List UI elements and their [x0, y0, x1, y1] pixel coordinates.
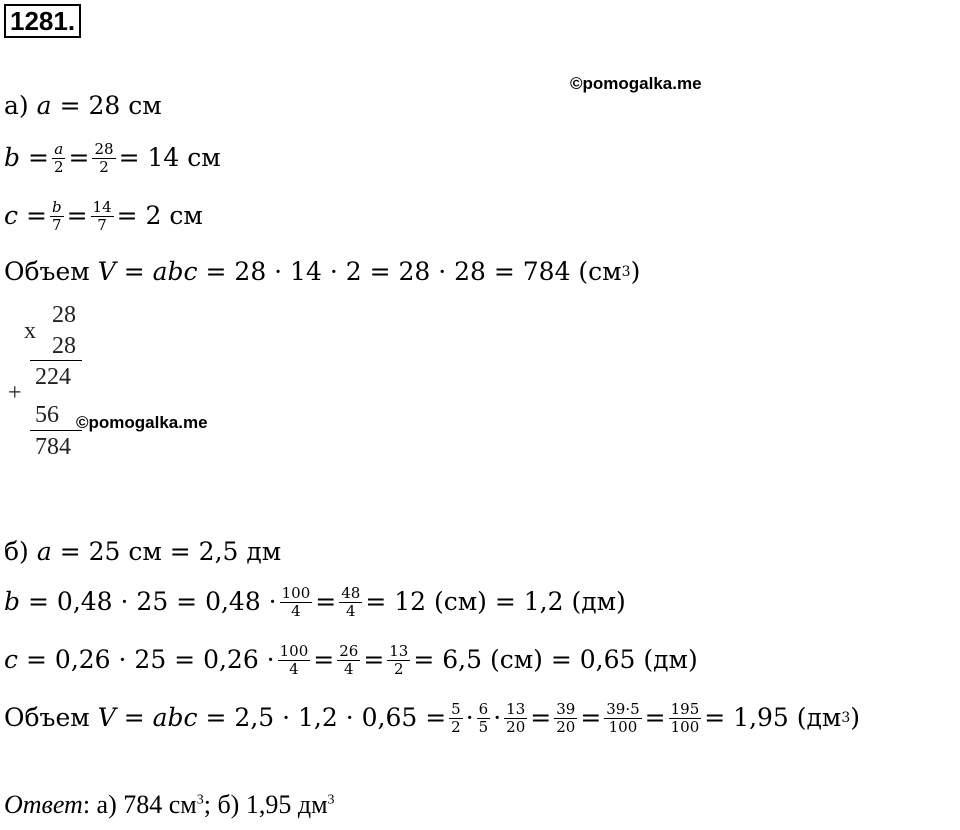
fraction: [387, 643, 410, 678]
denominator: 5: [478, 717, 489, 736]
result: = 1,95 (дм: [704, 703, 842, 732]
numerator: 39·5: [606, 699, 640, 718]
fraction: [449, 701, 463, 736]
part-b-line-1: [4, 534, 281, 570]
calc: = 0,26 · 25 = 0,26 ·: [26, 645, 275, 674]
equals: =: [28, 143, 49, 172]
result: = 2 см: [116, 201, 203, 230]
superscript: 3: [196, 792, 204, 808]
fraction: [278, 643, 311, 678]
numerator: 5: [451, 699, 461, 718]
mul-row-5: 784: [35, 434, 71, 460]
superscript: 3: [327, 792, 335, 808]
plus-sign: +: [8, 380, 22, 406]
numerator: 13: [389, 641, 409, 660]
numerator: 48: [341, 583, 361, 602]
watermark: ©pomogalka.me: [570, 74, 702, 93]
numerator: 14: [92, 197, 112, 216]
answer-label: Ответ: [4, 790, 83, 819]
volume-formula: V = abc: [97, 257, 198, 286]
fraction: [50, 199, 64, 234]
watermark-2: ©pomogalka.me: [76, 413, 208, 432]
value-a: = 28 см: [59, 91, 162, 120]
fraction: [91, 199, 114, 234]
numerator: 28: [94, 139, 114, 158]
denominator: 2: [394, 659, 404, 678]
denominator: 2: [99, 157, 109, 176]
part-a-label: а): [4, 91, 29, 120]
underline: [30, 430, 82, 431]
part-a-line-1: [4, 88, 162, 124]
part-b-line-2: [4, 584, 626, 620]
denominator: 20: [556, 717, 576, 736]
close-paren: ): [850, 703, 861, 732]
denominator: 100: [608, 717, 638, 736]
fraction: [337, 643, 360, 678]
calc: = 0,48 · 25 = 0,48 ·: [28, 587, 277, 616]
value-a: = 25 см = 2,5 дм: [59, 537, 282, 566]
denominator: 4: [343, 659, 354, 678]
result: = 12 (см) = 1,2 (дм): [365, 587, 626, 616]
var-b: b: [4, 587, 21, 616]
answer-b: ; б) 1,95 дм: [203, 790, 328, 819]
fraction: [92, 141, 115, 176]
part-b-label: б): [4, 537, 29, 566]
numerator: 39: [556, 699, 576, 718]
superscript: 3: [621, 264, 631, 280]
volume-label: Объем: [4, 703, 90, 732]
part-a-line-2: [4, 140, 221, 176]
underline: [30, 360, 82, 361]
numerator: b: [51, 197, 62, 216]
numerator: 195: [670, 699, 700, 718]
answer-a: : а) 784 см: [82, 790, 197, 819]
fraction: [280, 585, 313, 620]
superscript: 3: [841, 710, 851, 726]
denominator: 2: [53, 157, 64, 176]
volume-formula: V = abc: [97, 703, 198, 732]
equals: =: [66, 201, 88, 230]
volume-calc: = 28 · 14 · 2 = 28 · 28 = 784 (см: [205, 257, 622, 286]
numerator: 100: [281, 583, 311, 602]
equals: =: [363, 645, 385, 674]
part-a-line-3: [4, 198, 203, 234]
denominator: 7: [52, 215, 62, 234]
times-sign: x: [24, 318, 36, 344]
result: = 14 см: [118, 143, 221, 172]
denominator: 4: [291, 601, 301, 620]
mul-row-1: 28: [52, 302, 76, 328]
numerator: 13: [506, 699, 526, 718]
fraction: [604, 701, 641, 736]
denominator: 100: [670, 717, 700, 736]
answer-line: [4, 790, 335, 820]
equals: =: [313, 645, 335, 674]
mul-row-3: 224: [35, 364, 71, 390]
denominator: 2: [451, 717, 461, 736]
numerator: 6: [478, 699, 489, 718]
fraction: [669, 701, 702, 736]
denominator: 7: [97, 215, 107, 234]
numerator: 100: [279, 641, 309, 660]
var-c: c: [4, 201, 19, 230]
part-b-line-3: [4, 642, 698, 678]
denominator: 20: [506, 717, 526, 736]
var-a: a: [36, 537, 52, 566]
numerator: 26: [339, 641, 359, 660]
volume-label: Объем: [4, 257, 90, 286]
fraction: [52, 141, 66, 176]
part-a-line-4: [4, 254, 640, 290]
mul-row-2: 28: [52, 333, 76, 359]
var-b: b: [4, 143, 21, 172]
fraction: [339, 585, 362, 620]
denominator: 4: [345, 601, 356, 620]
var-a: a: [36, 91, 52, 120]
equals: =: [315, 587, 337, 616]
var-c: c: [4, 645, 19, 674]
calc: = 2,5 · 1,2 · 0,65 =: [205, 703, 447, 732]
equals: =: [68, 143, 90, 172]
part-b-line-4: Объем V = abc = 2,5 · 1,2 · 0,65 = $\frac{5}{2}$ · $\frac{6}{5}$ · $\frac{13}{20}$ = $\frac{39}{20}$ = $\frac{39\cdot 5}{100}$ = $\frac{195}{100}$ = 1,95 (дм 3 ): [4, 699, 861, 736]
result: = 6,5 (см) = 0,65 (дм): [413, 645, 698, 674]
equals: =: [26, 201, 47, 230]
problem-number: 1281.: [4, 4, 81, 38]
numerator: a: [54, 139, 64, 158]
mul-row-4: 56: [35, 402, 59, 428]
denominator: 4: [289, 659, 299, 678]
close-paren: ): [630, 257, 641, 286]
fraction: [554, 701, 577, 736]
fraction: [477, 701, 491, 736]
fraction: [504, 701, 527, 736]
